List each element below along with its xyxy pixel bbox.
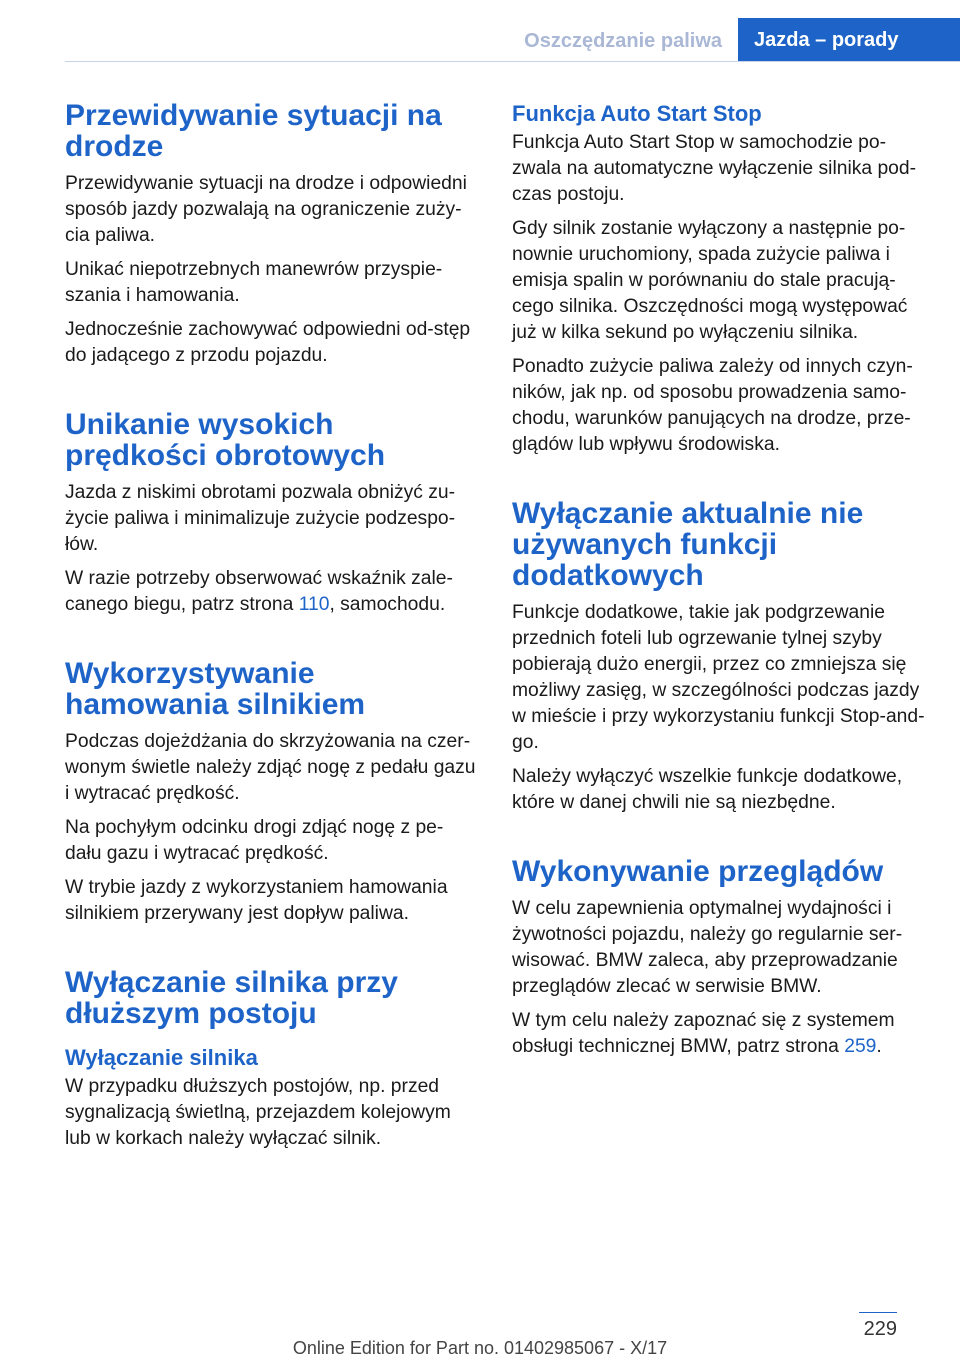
page-number: 229: [863, 1318, 897, 1340]
subheading-auto-start-stop: Funkcja Auto Start Stop: [512, 101, 762, 126]
paragraph: W razie potrzeby obserwować wskaźnik zale‐canego biegu, patrz strona 110, samochodu.: [65, 568, 453, 615]
heading-engine-off: Wyłączanie silnika przy dłuższym postoju: [65, 966, 398, 1030]
subheading-engine-off: Wyłączanie silnika: [65, 1045, 258, 1070]
heading-anticipation: Przewidywanie sytuacji na drodze: [65, 99, 442, 163]
edition-footer: Online Edition for Part no. 01402985067 - X/17: [292, 1338, 668, 1358]
paragraph: W trybie jazdy z wykorzystaniem hamowania silnikiem przerywany jest dopływ paliwa.: [65, 877, 448, 924]
paragraph: W tym celu należy zapoznać się z systemem obsługi technicznej BMW, patrz strona 259.: [512, 1010, 895, 1057]
heading-service: Wykonywanie przeglądów: [512, 855, 884, 888]
paragraph: W przypadku dłuższych postojów, np. przed sygnalizacją świetlną, przejazdem kolejowym lub w korkach należy wyłączać silnik.: [65, 1076, 451, 1149]
paragraph: Funkcje dodatkowe, takie jak podgrzewanie przednich foteli lub ogrzewanie tylnej szyby pobierają dużo energii, przez co zmniejsza się możliwy zasięg, w szczególności podczas jazdy w mieście i przy wykorzystaniu funkcji Stop-and-go.: [512, 602, 925, 753]
running-header-section: Oszczędzanie paliwa: [524, 30, 722, 52]
header-divider: [65, 61, 960, 62]
footer-accent-line: [859, 1312, 897, 1313]
paragraph: Ponadto zużycie paliwa zależy od innych czyn‐ników, jak np. od sposobu prowadzenia samo‐chodu, warunków panujących na drodze, prze‐glądów lub wpływu środowiska.: [512, 356, 913, 455]
page-link-259[interactable]: 259: [844, 1036, 877, 1057]
running-header-chapter: Jazda – porady: [738, 18, 960, 62]
paragraph: W celu zapewnienia optymalnej wydajności i żywotności pojazdu, należy go regularnie ser‐wisować. BMW zaleca, aby przeprowadzanie przeglądów zlecać w serwisie BMW.: [512, 898, 903, 997]
left-column: [65, 100, 477, 1160]
heading-engine-braking: Wykorzystywanie hamowania silnikiem: [65, 657, 366, 721]
page-link-110[interactable]: 110: [298, 594, 330, 615]
paragraph: Unikać niepotrzebnych manewrów przyspie‐szania i hamowania.: [65, 259, 443, 306]
paragraph: Należy wyłączyć wszelkie funkcje dodatkowe, które w danej chwili nie są niezbędne.: [512, 766, 903, 813]
right-column: [512, 100, 932, 1068]
paragraph: Podczas dojeżdżania do skrzyżowania na czer‐wonym świetle należy zdjąć nogę z pedału gazu i wytracać prędkość.: [65, 731, 476, 804]
paragraph: Jazda z niskimi obrotami pozwala obniżyć zu‐życie paliwa i minimalizuje zużycie podzespo‐łów.: [65, 482, 456, 555]
paragraph: Na pochyłym odcinku drogi zdjąć nogę z pe‐dału gazu i wytracać prędkość.: [65, 817, 444, 864]
heading-low-rpm: Unikanie wysokich prędkości obrotowych: [65, 408, 386, 472]
paragraph: Przewidywanie sytuacji na drodze i odpowiedni sposób jazdy pozwalają na ograniczenie zuży‐cia paliwa.: [65, 173, 467, 246]
paragraph: Jednocześnie zachowywać odpowiedni od‐stęp do jadącego z przodu pojazdu.: [65, 319, 471, 366]
paragraph: Gdy silnik zostanie wyłączony a następnie po‐nownie uruchomiony, spada zużycie paliwa i emisja spalin w porównaniu do stale pracują‐cego silnika. Oszczędności mogą występować już w kilka sekund po wyłączeniu silnika.: [512, 218, 908, 343]
paragraph: Funkcja Auto Start Stop w samochodzie po‐zwala na automatyczne wyłączenie silnika pod‐czas postoju.: [512, 132, 917, 205]
heading-extra-functions: Wyłączanie aktualnie nie używanych funkcji dodatkowych: [512, 497, 864, 592]
